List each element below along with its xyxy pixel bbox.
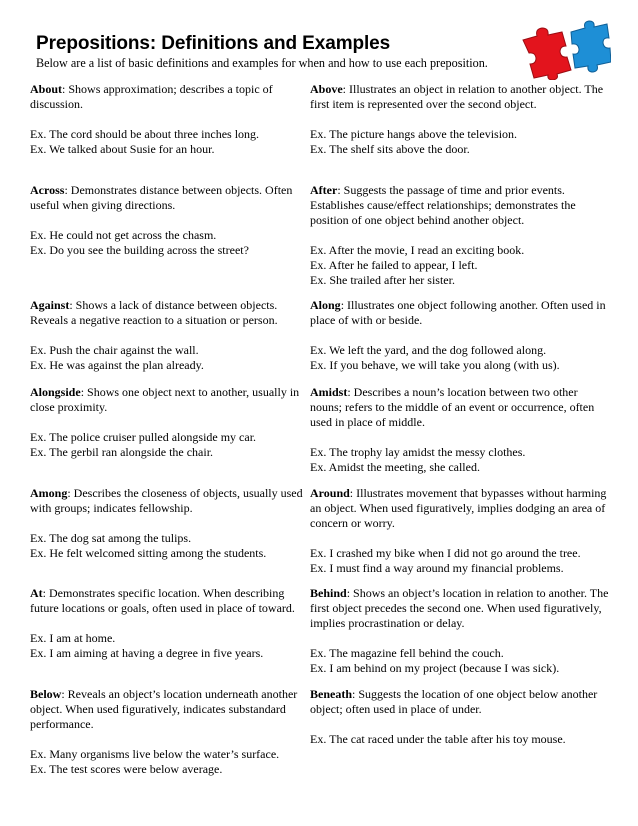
example: Ex. He felt welcomed sitting among the students.: [30, 546, 267, 560]
definition: Among: Describes the closeness of objects, usually used with groups; indicates fellowship.: [30, 486, 303, 515]
term: Around: [310, 486, 350, 500]
definition: Alongside: Shows one object next to another, usually in close proximity.: [30, 385, 300, 414]
entry-behind: [310, 586, 610, 676]
entry-amidst: [310, 385, 610, 475]
entry-after: [310, 183, 610, 288]
entry-about: [30, 82, 315, 157]
term: About: [30, 82, 63, 96]
entry-along: [310, 298, 610, 373]
term: After: [310, 183, 338, 197]
entry-around: [310, 486, 610, 576]
term: Below: [30, 687, 62, 701]
definition: Below: Reveals an object’s location underneath another object. When used figuratively, indicates substandard performance.: [30, 687, 298, 731]
example: Ex. Push the chair against the wall.: [30, 343, 199, 357]
definition: At: Demonstrates specific location. When describing future locations or goals, often used in place of toward.: [30, 586, 295, 615]
example: Ex. Do you see the building across the street?: [30, 243, 249, 257]
example: Ex. The dog sat among the tulips.: [30, 531, 192, 545]
example: Ex. The test scores were below average.: [30, 762, 223, 776]
example: Ex. We left the yard, and the dog followed along.: [310, 343, 547, 357]
example: Ex. Amidst the meeting, she called.: [310, 460, 480, 474]
entry-at: [30, 586, 315, 661]
term: Along: [310, 298, 341, 312]
example: Ex. The cat raced under the table after his toy mouse.: [310, 732, 566, 746]
example: Ex. I am aiming at having a degree in five years.: [30, 646, 264, 660]
term: Behind: [310, 586, 347, 600]
term: Above: [310, 82, 343, 96]
term: At: [30, 586, 43, 600]
example: Ex. The trophy lay amidst the messy clothes.: [310, 445, 526, 459]
example: Ex. I am behind on my project (because I was sick).: [310, 661, 560, 675]
definition: About: Shows approximation; describes a topic of discussion.: [30, 82, 273, 111]
example: Ex. The cord should be about three inches long.: [30, 127, 260, 141]
definition: Amidst: Describes a noun’s location between two other nouns; refers to the middle of an event or occurrence, often used in place of middle.: [310, 385, 595, 429]
example: Ex. Many organisms live below the water’s surface.: [30, 747, 280, 761]
page-title: Prepositions: Definitions and Examples: [36, 33, 391, 54]
example: Ex. The gerbil ran alongside the chair.: [30, 445, 214, 459]
example: Ex. The police cruiser pulled alongside my car.: [30, 430, 257, 444]
term: Against: [30, 298, 70, 312]
example: Ex. We talked about Susie for an hour.: [30, 142, 215, 156]
term: Across: [30, 183, 65, 197]
example: Ex. The magazine fell behind the couch.: [310, 646, 504, 660]
definition: Along: Illustrates one object following another. Often used in place of with or beside.: [310, 298, 606, 327]
entry-beneath: [310, 687, 610, 747]
definition: Beneath: Suggests the location of one object below another object; often used in place of under.: [310, 687, 598, 716]
example: Ex. I am at home.: [30, 631, 116, 645]
example: Ex. He was against the plan already.: [30, 358, 204, 372]
definition: Above: Illustrates an object in relation to another object. The first item is represented over the second object.: [310, 82, 604, 111]
entry-against: [30, 298, 315, 373]
example: Ex. I must find a way around my financial problems.: [310, 561, 564, 575]
term: Alongside: [30, 385, 81, 399]
example: Ex. After the movie, I read an exciting book.: [310, 243, 525, 257]
entry-above: [310, 82, 610, 157]
example: Ex. The shelf sits above the door.: [310, 142, 470, 156]
definition: Against: Shows a lack of distance between objects. Reveals a negative reaction to a situation or person.: [30, 298, 278, 327]
definition: Behind: Shows an object’s location in relation to another. The first object precedes the second one. When used figuratively, implies procrastination or delay.: [310, 586, 609, 630]
entry-below: [30, 687, 315, 777]
entry-among: [30, 486, 315, 561]
puzzle-pieces-icon: [519, 18, 611, 80]
term: Among: [30, 486, 68, 500]
term: Beneath: [310, 687, 352, 701]
example: Ex. The picture hangs above the television.: [310, 127, 518, 141]
example: Ex. He could not get across the chasm.: [30, 228, 217, 242]
entry-across: [30, 183, 315, 258]
entry-alongside: [30, 385, 315, 460]
definition: Across: Demonstrates distance between objects. Often useful when giving directions.: [30, 183, 293, 212]
definition: Around: Illustrates movement that bypasses without harming an object. When used figuratively, implies dodging an area of concern or worry.: [310, 486, 607, 530]
example: Ex. I crashed my bike when I did not go around the tree.: [310, 546, 581, 560]
term: Amidst: [310, 385, 348, 399]
example: Ex. After he failed to appear, I left.: [310, 258, 478, 272]
example: Ex. If you behave, we will take you along (with us).: [310, 358, 560, 372]
definition: After: Suggests the passage of time and prior events. Establishes cause/effect relationships; demonstrates the position of one object behind another object.: [310, 183, 576, 227]
page-subtitle: Below are a list of basic definitions and examples for when and how to use each preposition.: [36, 56, 488, 70]
example: Ex. She trailed after her sister.: [310, 273, 455, 287]
